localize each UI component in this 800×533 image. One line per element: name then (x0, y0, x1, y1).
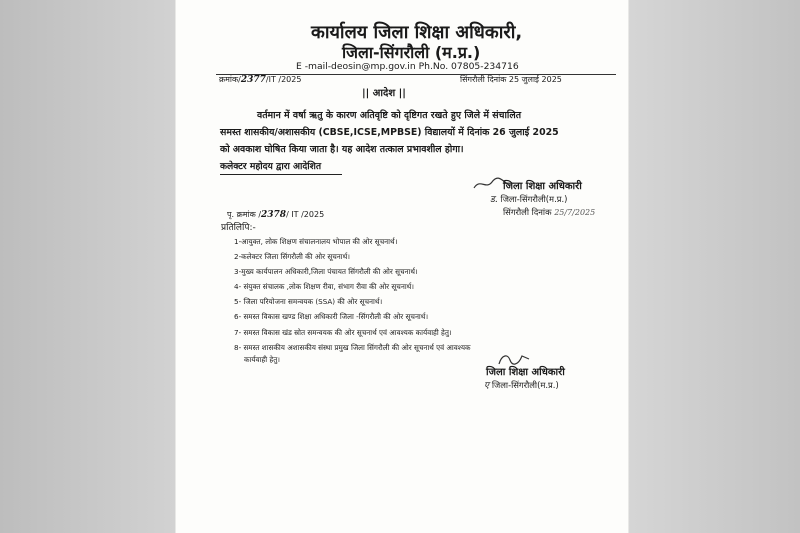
reference-prefix: क्रमांक/ (219, 75, 241, 84)
handwritten-signature-2 (496, 350, 532, 368)
district-heading: जिला-सिंगरौली (म.प्र.) (342, 43, 481, 62)
office-order-document (176, 0, 628, 533)
copy-reference-prefix: पृ. क्रमांक / (227, 210, 262, 219)
collector-directive: कलेक्टर महोदय द्वारा आदेशित (220, 161, 322, 172)
copy-reference (227, 211, 324, 220)
reference-number: 2377 (240, 75, 266, 85)
body-line: वर्तमान में वर्षा ऋतु के कारण अतिवृष्टि को दृष्टिगत रखते हुए जिले में संचालित (257, 110, 522, 121)
copy-list-item: 6- समस्त विकास खण्ड शिक्षा अधिकारी जिला -सिंगरौली की ओर सूचनार्थ। (234, 312, 429, 321)
signatory-district-2: ए जिला-सिंगरौली(म.प्र.) (484, 380, 559, 391)
office-heading: कार्यालय जिला शिक्षा अधिकारी, (311, 22, 523, 43)
signatory-district: ड. जिला-सिंगरौली(म.प्र.) (490, 194, 568, 205)
copy-list-item: 7- समस्त विकास खंड स्रोत समन्वयक की ओर सूचनार्थ एवं आवश्यक कार्यवाही हेतु। (234, 328, 452, 337)
copy-reference-number: 2378 (261, 210, 287, 220)
copy-list-item: 5- जिला परियोजना समन्वयक (SSA) की ओर सूचनार्थ। (234, 297, 383, 306)
reference-suffix: /IT /2025 (265, 75, 302, 84)
order-date: सिंगरौली दिनांक 25 जुलाई 2025 (460, 75, 562, 84)
order-title: || आदेश || (362, 88, 406, 99)
copy-list-item: 1-आयुक्त, लोक शिक्षण संचालनालय भोपाल की ओर सूचनार्थ। (234, 237, 398, 246)
body-line: को अवकाश घोषित किया जाता है। यह आदेश तत्काल प्रभावशील होगा। (220, 144, 464, 155)
copy-list-item: 4- संयुक्त संचालक ,लोक शिक्षण रीवा, संभाग रीवा की ओर सूचनार्थ। (234, 282, 414, 291)
contact-line: E -mail-deosin@mp.gov.in Ph.No. 07805-234716 (296, 61, 519, 72)
signature-date-label: सिंगरौली दिनांक (503, 207, 552, 217)
signatory-title-2: जिला शिक्षा अधिकारी (486, 367, 565, 378)
order-reference (219, 76, 301, 85)
body-line: समस्त शासकीय/अशासकीय (CBSE,ICSE,MPBSE) विद्यालयों में दिनांक 26 जुलाई 2025 (220, 127, 559, 138)
copy-list-item: 2-कलेक्टर जिला सिंगरौली की ओर सूचनार्थ। (234, 252, 350, 261)
copy-list-item: 3-मुख्य कार्यपालन अधिकारी,जिला पंचायत सिंगरौली की ओर सूचनार्थ। (234, 267, 418, 276)
copy-list-item-continuation: कार्यवाही हेतु। (244, 355, 281, 364)
copy-list-item: 8- समस्त शासकीय अशासकीय संस्था प्रमुख जिला सिंगरौली की ओर सूचनार्थ एवं आवश्यक (234, 343, 471, 352)
copies-label: प्रतिलिपि:- (221, 223, 256, 233)
signature-date (503, 208, 595, 217)
signature-date-handwritten: 25/7/2025 (554, 208, 596, 217)
signatory-title: जिला शिक्षा अधिकारी (503, 181, 582, 192)
copy-reference-suffix: / IT /2025 (286, 210, 325, 219)
collector-underline (220, 174, 342, 175)
